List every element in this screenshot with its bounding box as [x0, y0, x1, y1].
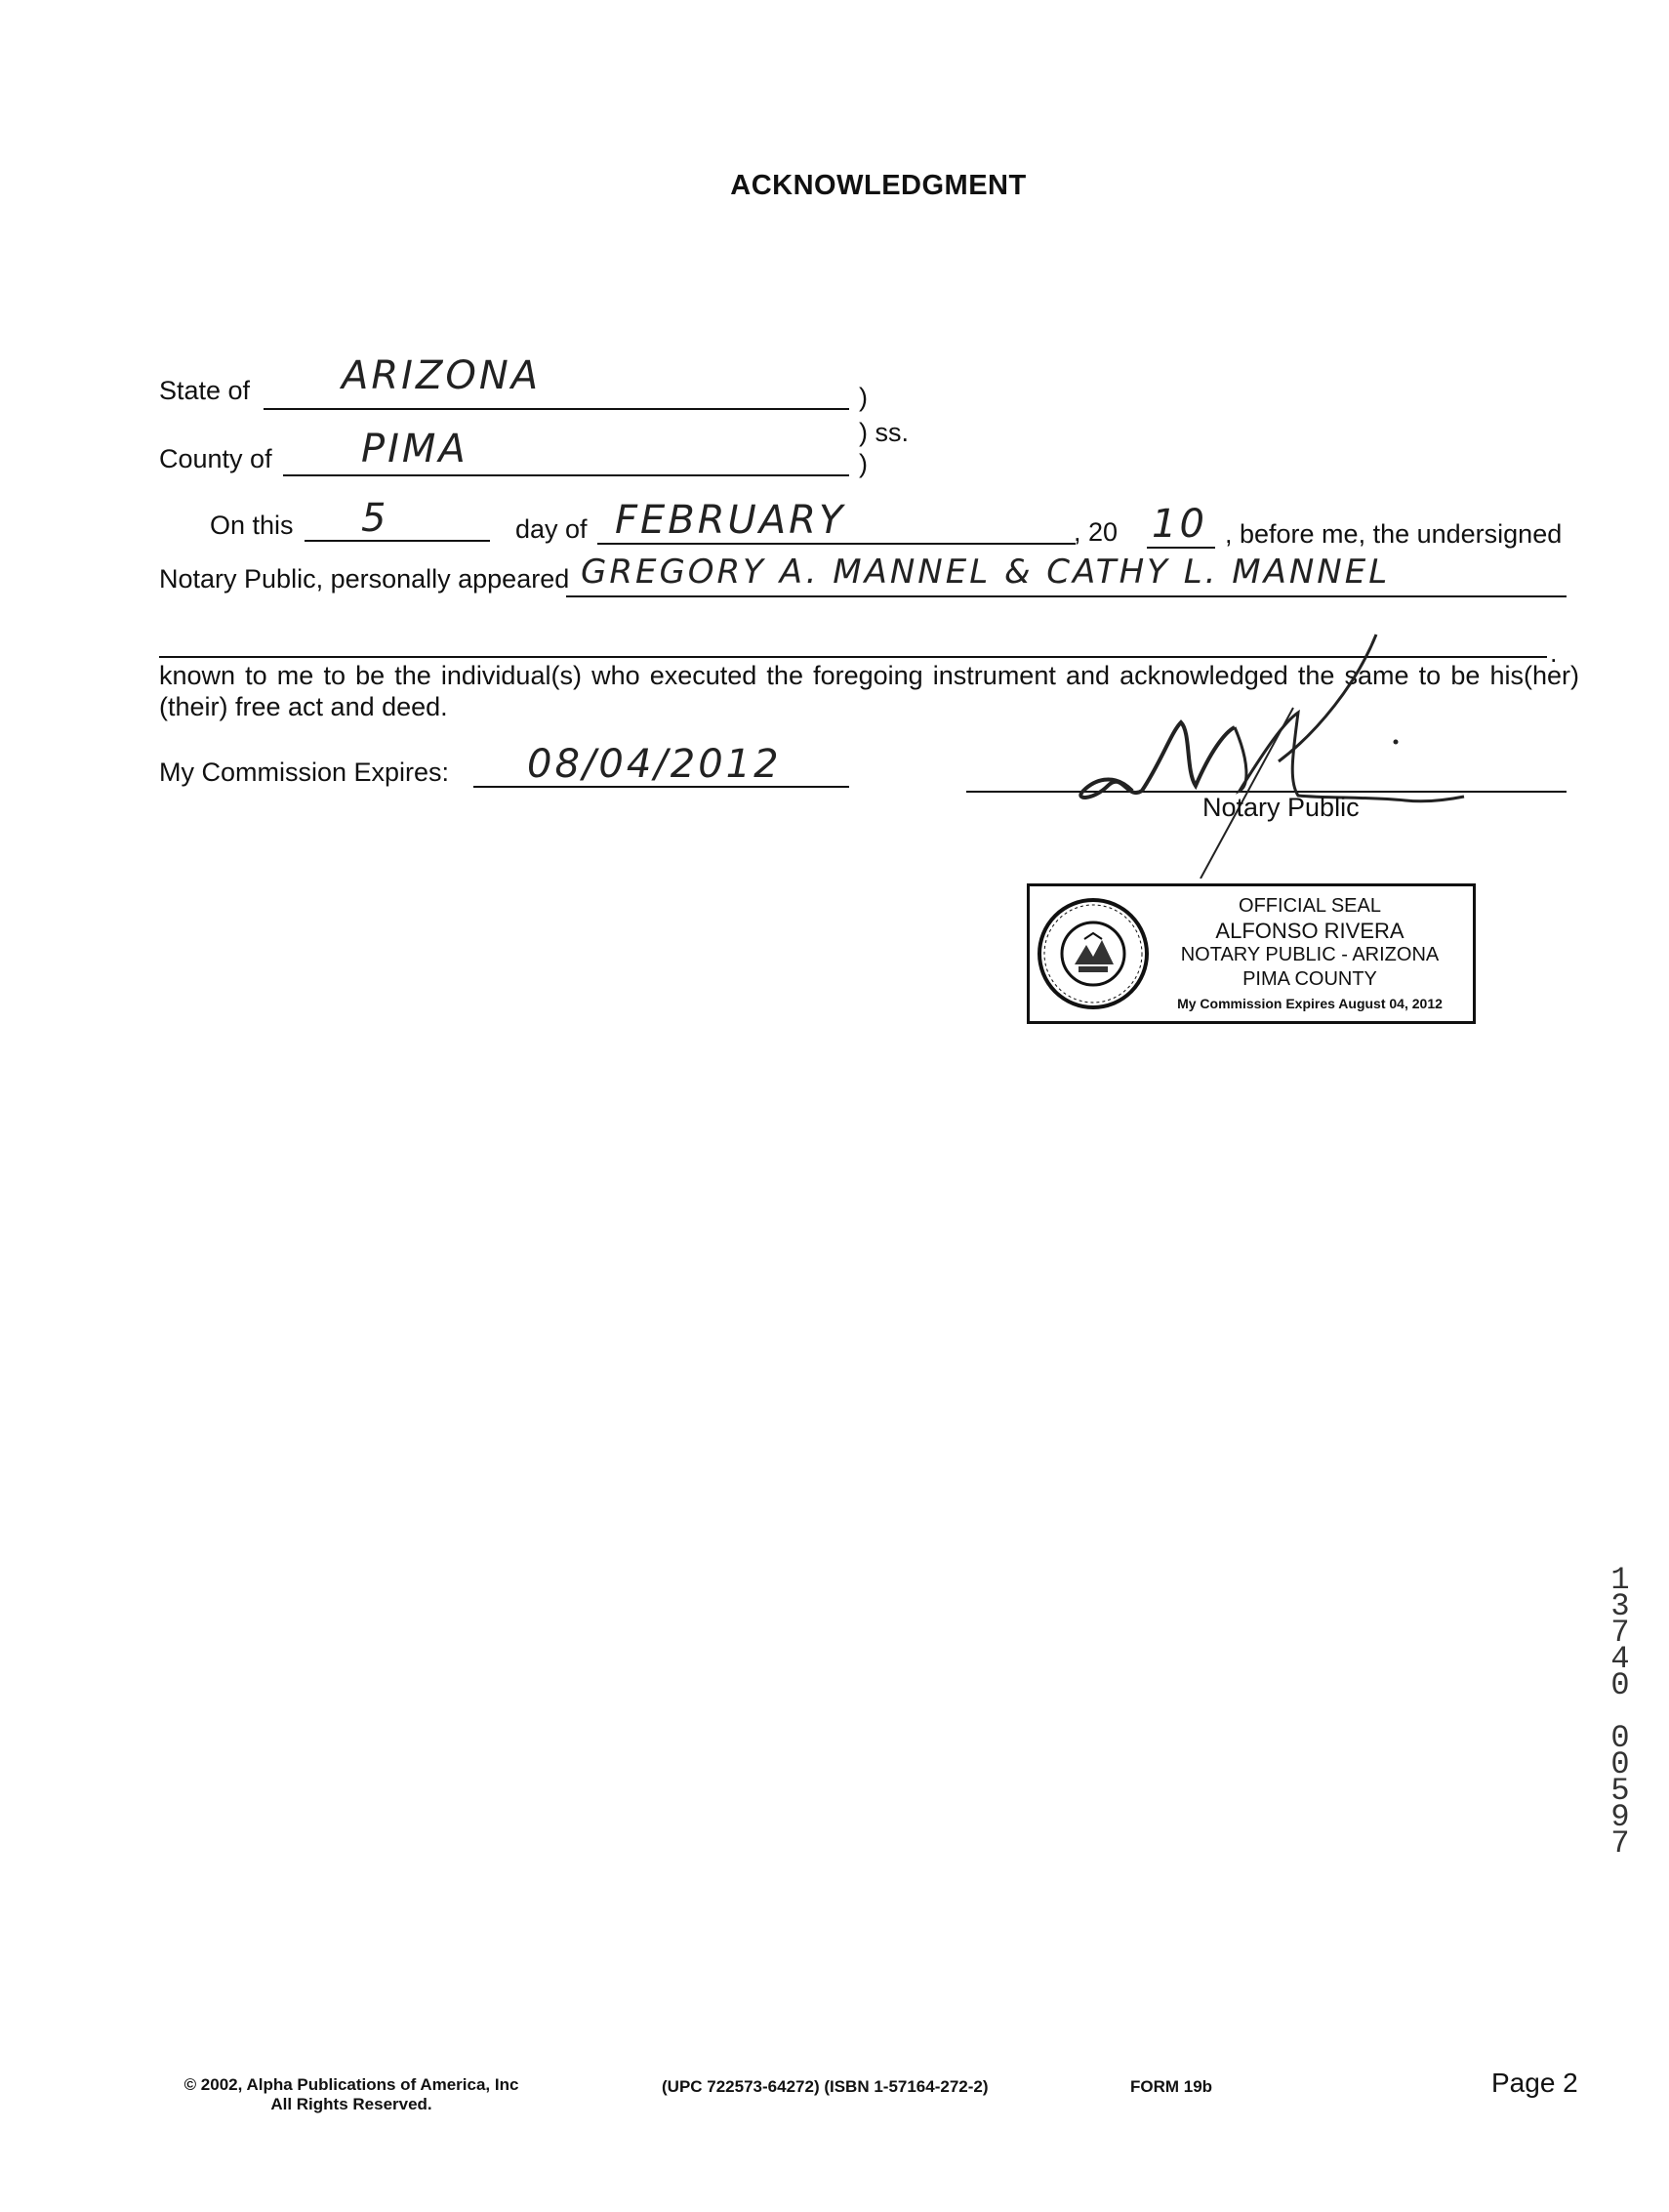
- commission-label: My Commission Expires:: [159, 758, 450, 787]
- state-value: ARIZONA: [342, 353, 542, 398]
- side-number-digit: 7: [1610, 1825, 1630, 1862]
- ss-marker: ) ss.: [859, 418, 909, 447]
- footer-page-number: Page 2: [1491, 2068, 1578, 2098]
- side-number-digit: 4: [1610, 1641, 1630, 1677]
- footer-form-number: FORM 19b: [1130, 2077, 1213, 2096]
- arizona-state-seal-emblem: [1036, 896, 1151, 1011]
- line-end-period: .: [1550, 638, 1558, 668]
- commission-value: 08/04/2012: [527, 742, 782, 787]
- appeared-label: Notary Public, personally appeared: [159, 564, 570, 594]
- year-value: 10: [1152, 502, 1207, 547]
- year-prefix: , 20: [1074, 517, 1119, 547]
- acknowledgment-body: known to me to be the individual(s) who executed the foregoing instrument and acknowledged the same to be his(her)(their) free act and deed.: [159, 661, 1579, 721]
- month-underline: [597, 543, 1076, 545]
- names-underline: [566, 595, 1567, 597]
- document-title: ACKNOWLEDGMENT: [730, 170, 1027, 201]
- notary-signature: [1054, 625, 1484, 879]
- side-number-digit: 9: [1610, 1799, 1630, 1835]
- side-reference-number: [1606, 1562, 1635, 1862]
- side-number-digit: 5: [1610, 1773, 1630, 1809]
- seal-line-1: OFFICIAL SEAL: [1239, 895, 1381, 917]
- side-number-digit: 1: [1610, 1562, 1630, 1598]
- county-label: County of: [159, 444, 272, 473]
- seal-line-4: PIMA COUNTY: [1242, 968, 1377, 990]
- footer-copyright: [166, 2075, 537, 2114]
- side-number-digit: 0: [1610, 1720, 1630, 1756]
- side-number-digit: 0: [1610, 1746, 1630, 1782]
- day-value: 5: [361, 496, 389, 541]
- date-after-text: , before me, the undersigned: [1225, 519, 1563, 549]
- county-bracket: ): [859, 449, 868, 478]
- official-seal-stamp: [1027, 883, 1476, 1024]
- state-underline: [264, 408, 849, 410]
- footer-copyright-line-2: All Rights Reserved.: [270, 2095, 432, 2113]
- footer-copyright-line-1: © 2002, Alpha Publications of America, Inc: [183, 2075, 519, 2094]
- state-label: State of: [159, 376, 251, 405]
- month-value: FEBRUARY: [615, 498, 846, 543]
- state-bracket: ): [859, 383, 868, 412]
- day-underline: [305, 540, 490, 542]
- side-number-digit: 7: [1610, 1615, 1630, 1651]
- footer-codes: (UPC 722573-64272) (ISBN 1-57164-272-2): [662, 2077, 989, 2096]
- on-this-label: On this: [210, 511, 294, 540]
- side-number-digit: 0: [1610, 1667, 1630, 1703]
- day-of-label: day of: [515, 514, 588, 544]
- county-underline: [283, 474, 849, 476]
- notary-public-label: Notary Public: [1202, 793, 1360, 822]
- seal-line-2: ALFONSO RIVERA: [1215, 919, 1404, 943]
- year-underline: [1147, 547, 1215, 549]
- seal-text-block: [1147, 894, 1473, 1016]
- side-number-digit: 3: [1610, 1588, 1630, 1624]
- county-value: PIMA: [361, 427, 468, 471]
- seal-line-5: My Commission Expires August 04, 2012: [1177, 996, 1443, 1011]
- seal-line-3: NOTARY PUBLIC - ARIZONA: [1180, 944, 1440, 965]
- appeared-names: GREGORY A. MANNEL & CATHY L. MANNEL: [581, 553, 1391, 592]
